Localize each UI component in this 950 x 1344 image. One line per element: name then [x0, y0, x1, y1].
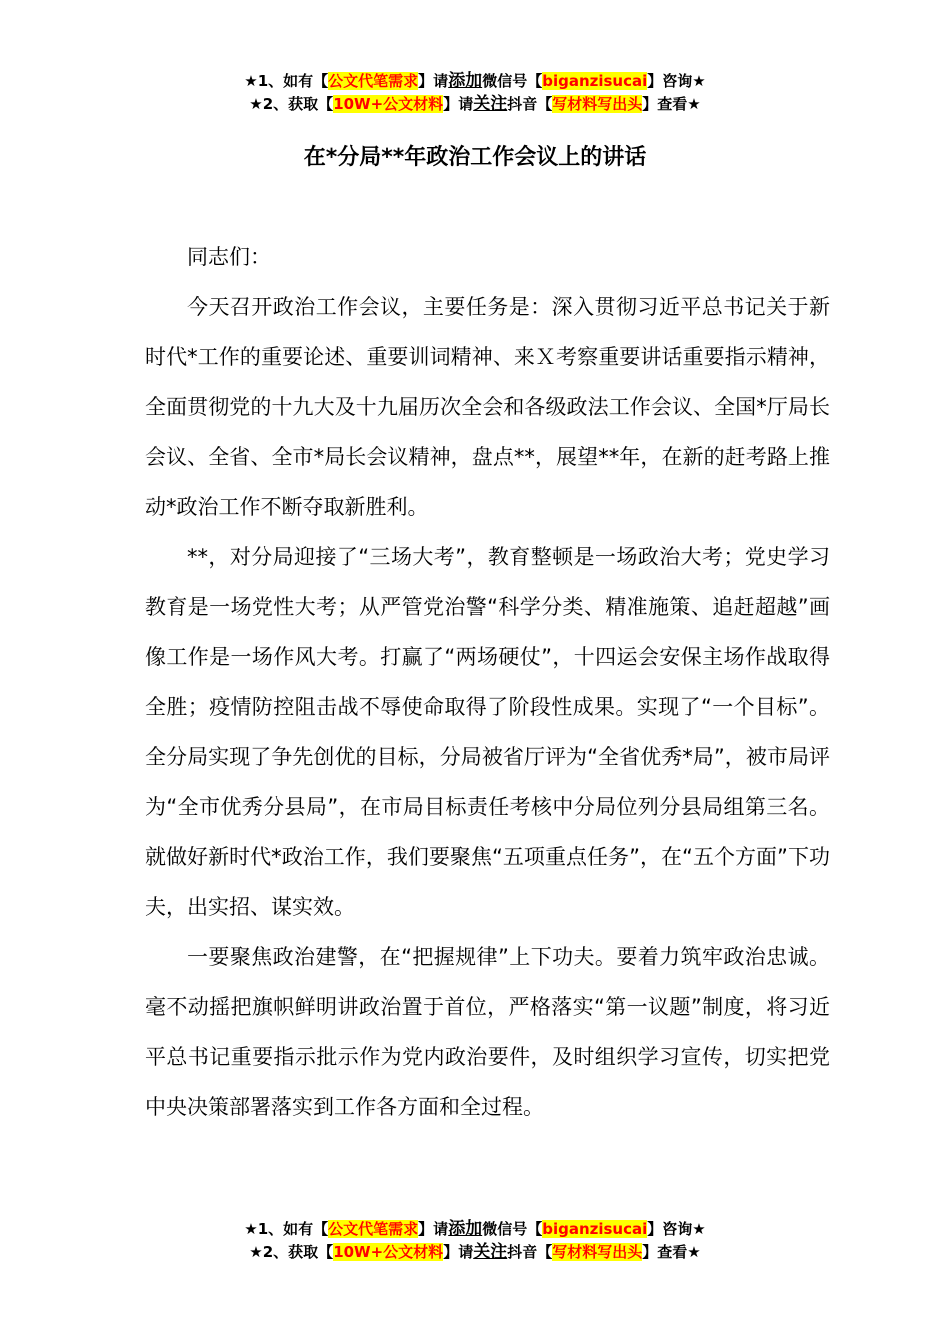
banner-text: ★2、获取【	[249, 95, 334, 113]
body-paragraph: **，对分局迎接了“三场大考”，教育整顿是一场政治大考；党史学习教育是一场党性大考；从严管党治警“科学分类、精准施策、追赶超越”画像工作是一场作风大考。打赢了“两场硬仗”，十四运会安保主场作战取得全胜；疫情防控阻击战不辱使命取得了阶段性成果。实现了“一个目标”。全分局实现了争先创优的目标，分局被省厅评为“全省优秀*局”，被市局评为“全市优秀分县局”，在市局目标责任考核中分局位列分县局组第三名。就做好新时代*政治工作，我们要聚焦“五项重点任务”，在“五个方面”下功夫，出实招、谋实效。	[145, 545, 830, 919]
banner-text: ★1、如有【	[244, 1220, 329, 1238]
banner-text: 微信号【	[482, 1220, 543, 1238]
highlight-text: 公文代笔需求	[328, 72, 419, 90]
underline-text: 关注	[473, 94, 508, 114]
underline-text: 添加	[448, 1219, 483, 1239]
underline-text: 关注	[473, 1242, 508, 1262]
highlight-text: 10W+公文材料	[333, 1243, 444, 1261]
banner-text: 抖音【	[507, 95, 553, 113]
banner-text: 】请	[443, 1243, 474, 1261]
wechat-id: biganzisucai	[542, 1220, 648, 1238]
banner-text: 】查看★	[642, 1243, 701, 1261]
banner-line-2	[0, 1241, 950, 1264]
banner-line-1	[0, 1218, 950, 1241]
wechat-id: biganzisucai	[542, 72, 648, 90]
document-title: 在*分局**年政治工作会议上的讲话	[303, 145, 647, 170]
banner-text: ★2、获取【	[249, 1243, 334, 1261]
banner-line-1	[0, 70, 950, 93]
header-banner	[0, 70, 950, 116]
banner-text: 】查看★	[642, 95, 701, 113]
banner-text: 抖音【	[507, 1243, 553, 1261]
body-paragraph: 今天召开政治工作会议，主要任务是：深入贯彻习近平总书记关于新时代*工作的重要论述、重要训词精神、来Ｘ考察重要讲话重要指示精神，全面贯彻党的十九大及十九届历次全会和各级政法工作会议、全国*厅局长会议、全省、全市*局长会议精神，盘点**，展望**年，在新的赶考路上推动*政治工作不断夺取新胜利。	[145, 295, 830, 519]
banner-text: 】请	[418, 72, 449, 90]
highlight-text: 10W+公文材料	[333, 95, 444, 113]
body-paragraph: 一要聚焦政治建警，在“把握规律”上下功夫。要着力筑牢政治忠诚。毫不动摇把旗帜鲜明讲政治置于首位，严格落实“第一议题”制度，将习近平总书记重要指示批示作为党内政治要件，及时组织学习宣传，切实把党中央决策部署落实到工作各方面和全过程。	[145, 945, 830, 1119]
document-body	[145, 232, 830, 1132]
banner-text: ★1、如有【	[244, 72, 329, 90]
douyin-account: 写材料写出头	[552, 95, 643, 113]
highlight-text: 公文代笔需求	[328, 1220, 419, 1238]
salutation: 同志们：	[187, 245, 271, 269]
banner-text: 】咨询★	[647, 1220, 706, 1238]
banner-text: 】请	[418, 1220, 449, 1238]
footer-banner	[0, 1218, 950, 1264]
douyin-account: 写材料写出头	[552, 1243, 643, 1261]
banner-line-2	[0, 93, 950, 116]
banner-text: 微信号【	[482, 72, 543, 90]
underline-text: 添加	[448, 71, 483, 91]
banner-text: 】请	[443, 95, 474, 113]
banner-text: 】咨询★	[647, 72, 706, 90]
